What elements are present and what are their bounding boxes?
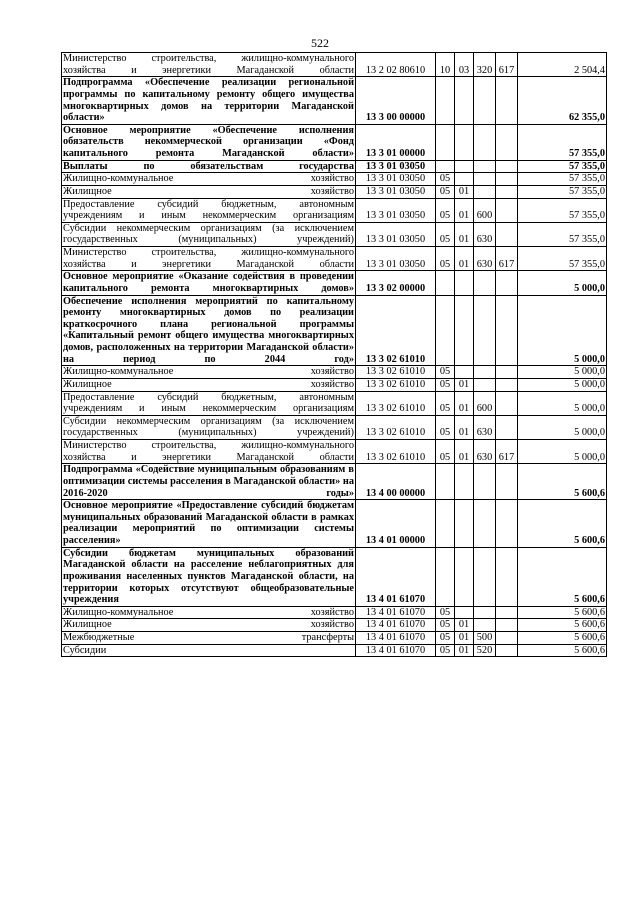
- row-section: [436, 295, 455, 366]
- row-expense-type: 520: [474, 644, 496, 657]
- table-row: [62, 173, 607, 186]
- row-administrator: 617: [496, 53, 518, 77]
- row-administrator: [496, 547, 518, 606]
- table-row: [62, 366, 607, 379]
- row-expense-type: 500: [474, 632, 496, 645]
- row-expense-type: [474, 606, 496, 619]
- row-amount: 57 355,0: [518, 173, 607, 186]
- row-administrator: [496, 160, 518, 173]
- row-code: 13 4 01 61070: [356, 619, 436, 632]
- row-expense-type: [474, 500, 496, 548]
- row-administrator: [496, 124, 518, 160]
- row-expense-type: 600: [474, 198, 496, 222]
- table-row: [62, 185, 607, 198]
- row-subsection: [455, 160, 474, 173]
- table-row: [62, 53, 607, 77]
- row-amount: 57 355,0: [518, 185, 607, 198]
- row-code: 13 3 02 61010: [356, 391, 436, 415]
- row-code: 13 3 01 03050: [356, 247, 436, 271]
- row-code: 13 4 01 61070: [356, 644, 436, 657]
- row-expense-type: [474, 295, 496, 366]
- row-name: Субсидии некоммерческим организациям (за исключением государственных (муниципальных) учреждений): [63, 222, 354, 246]
- row-amount: 5 000,0: [518, 271, 607, 295]
- row-name: Жилищно-коммунальное хозяйство: [63, 173, 354, 185]
- row-subsection: 01: [455, 378, 474, 391]
- row-name: Жилищно-коммунальное хозяйство: [63, 606, 354, 618]
- budget-table: [61, 52, 607, 657]
- table-row: [62, 632, 607, 645]
- row-code: 13 3 01 03050: [356, 198, 436, 222]
- row-expense-type: [474, 185, 496, 198]
- row-subsection: 01: [455, 440, 474, 464]
- row-administrator: [496, 222, 518, 246]
- row-administrator: [496, 606, 518, 619]
- row-amount: 57 355,0: [518, 198, 607, 222]
- table-row: [62, 271, 607, 295]
- row-subsection: [455, 606, 474, 619]
- row-code: 13 4 00 00000: [356, 464, 436, 500]
- row-section: [436, 77, 455, 125]
- page-number: 522: [311, 36, 329, 50]
- row-amount: 5 000,0: [518, 378, 607, 391]
- row-section: 05: [436, 247, 455, 271]
- row-code: 13 4 01 61070: [356, 547, 436, 606]
- table-row: [62, 247, 607, 271]
- row-amount: 57 355,0: [518, 124, 607, 160]
- row-administrator: [496, 644, 518, 657]
- row-amount: 5 000,0: [518, 391, 607, 415]
- table-row: [62, 619, 607, 632]
- row-administrator: [496, 295, 518, 366]
- table-row: [62, 464, 607, 500]
- row-amount: 5 600,6: [518, 606, 607, 619]
- row-section: 05: [436, 222, 455, 246]
- table-row: [62, 295, 607, 366]
- row-administrator: [496, 391, 518, 415]
- row-amount: 5 600,6: [518, 547, 607, 606]
- row-subsection: 03: [455, 53, 474, 77]
- row-name: Субсидии: [62, 644, 356, 657]
- row-administrator: [496, 464, 518, 500]
- row-code: 13 2 02 80610: [356, 53, 436, 77]
- row-expense-type: [474, 547, 496, 606]
- row-expense-type: 320: [474, 53, 496, 77]
- row-name: Предоставление субсидий бюджетным, автономным учреждениям и иным некоммерческим организациям: [63, 391, 354, 415]
- row-subsection: 01: [455, 185, 474, 198]
- row-name: Основное мероприятие «Обеспечение исполнения обязательств некоммерческой организации «Фонд капитального ремонта Магаданской области»: [63, 124, 354, 159]
- row-code: 13 3 00 00000: [356, 77, 436, 125]
- row-subsection: [455, 547, 474, 606]
- row-administrator: [496, 378, 518, 391]
- row-administrator: [496, 77, 518, 125]
- row-amount: 5 600,6: [518, 644, 607, 657]
- row-name: Выплаты по обязательствам государства: [63, 160, 354, 172]
- table-row: [62, 547, 607, 606]
- table-row: [62, 124, 607, 160]
- row-code: 13 3 02 61010: [356, 366, 436, 379]
- row-amount: 5 000,0: [518, 366, 607, 379]
- table-row: [62, 415, 607, 439]
- row-administrator: 617: [496, 440, 518, 464]
- row-section: 05: [436, 378, 455, 391]
- row-subsection: [455, 500, 474, 548]
- row-name: Обеспечение исполнения мероприятий по капитальному ремонту многоквартирных домов по реализации краткосрочного плана региональной программы «Капитальный ремонт общего имущества многоквартирных домов, расположенных на территории Магаданской области» на период по 2044 год»: [63, 295, 354, 365]
- row-subsection: [455, 464, 474, 500]
- row-name: Министерство строительства, жилищно-коммунального хозяйства и энергетики Магаданской области: [63, 247, 354, 270]
- row-code: 13 3 01 03050: [356, 185, 436, 198]
- row-section: [436, 160, 455, 173]
- row-subsection: [455, 124, 474, 160]
- row-expense-type: [474, 619, 496, 632]
- row-section: 05: [436, 391, 455, 415]
- row-name: Жилищное хозяйство: [63, 185, 354, 197]
- row-name: Подпрограмма «Обеспечение реализации региональной программы по капитальному ремонту общего имущества многоквартирных домов на территории Магаданской области»: [63, 77, 354, 124]
- row-section: 05: [436, 644, 455, 657]
- row-administrator: [496, 366, 518, 379]
- row-administrator: [496, 185, 518, 198]
- row-administrator: [496, 500, 518, 548]
- row-name: Жилищно-коммунальное хозяйство: [63, 366, 354, 378]
- row-code: 13 3 02 00000: [356, 271, 436, 295]
- row-code: 13 4 01 61070: [356, 606, 436, 619]
- row-subsection: 01: [455, 415, 474, 439]
- table-row: [62, 606, 607, 619]
- row-subsection: 01: [455, 222, 474, 246]
- row-subsection: [455, 271, 474, 295]
- table-row: [62, 77, 607, 125]
- row-code: 13 3 01 00000: [356, 124, 436, 160]
- row-section: 05: [436, 366, 455, 379]
- row-code: 13 4 01 00000: [356, 500, 436, 548]
- row-name: Жилищное хозяйство: [63, 378, 354, 390]
- row-name: Жилищное хозяйство: [63, 619, 354, 631]
- row-section: 05: [436, 173, 455, 186]
- row-code: 13 3 02 61010: [356, 378, 436, 391]
- row-expense-type: [474, 173, 496, 186]
- row-name: Межбюджетные трансферты: [63, 632, 354, 643]
- row-administrator: 617: [496, 247, 518, 271]
- row-section: [436, 464, 455, 500]
- row-name: Субсидии бюджетам муниципальных образований Магаданской области на расселение неблагоприятных для проживания населенных пунктов Магаданской области, на территории которых отсутствуют общеобразовательные учреждения: [63, 547, 354, 606]
- table-row: [62, 391, 607, 415]
- row-amount: 5 000,0: [518, 440, 607, 464]
- table-row: [62, 378, 607, 391]
- row-subsection: [455, 173, 474, 186]
- row-subsection: 01: [455, 632, 474, 645]
- row-section: [436, 547, 455, 606]
- row-administrator: [496, 198, 518, 222]
- row-name: Подпрограмма «Содействие муниципальным образованиям в оптимизации системы расселения в Магаданской области» на 2016-2020 годы»: [63, 464, 354, 499]
- row-section: 05: [436, 185, 455, 198]
- row-expense-type: [474, 464, 496, 500]
- row-section: [436, 271, 455, 295]
- row-administrator: [496, 173, 518, 186]
- row-subsection: 01: [455, 391, 474, 415]
- row-expense-type: [474, 124, 496, 160]
- row-amount: 57 355,0: [518, 160, 607, 173]
- row-section: [436, 124, 455, 160]
- row-expense-type: [474, 271, 496, 295]
- row-name: Министерство строительства, жилищно-коммунального хозяйства и энергетики Магаданской области: [63, 53, 354, 76]
- row-subsection: 01: [455, 644, 474, 657]
- row-expense-type: 630: [474, 415, 496, 439]
- row-expense-type: [474, 77, 496, 125]
- row-code: 13 4 01 61070: [356, 632, 436, 645]
- row-expense-type: [474, 160, 496, 173]
- row-section: [436, 500, 455, 548]
- row-subsection: 01: [455, 247, 474, 271]
- row-amount: 5 000,0: [518, 295, 607, 366]
- row-subsection: 01: [455, 619, 474, 632]
- row-amount: 57 355,0: [518, 222, 607, 246]
- row-subsection: [455, 77, 474, 125]
- row-amount: 5 600,6: [518, 464, 607, 500]
- row-administrator: [496, 271, 518, 295]
- row-expense-type: 630: [474, 247, 496, 271]
- row-amount: 5 600,6: [518, 500, 607, 548]
- row-code: 13 3 02 61010: [356, 440, 436, 464]
- row-subsection: 01: [455, 198, 474, 222]
- table-body: [62, 53, 607, 657]
- row-administrator: [496, 632, 518, 645]
- row-amount: 57 355,0: [518, 247, 607, 271]
- row-expense-type: [474, 378, 496, 391]
- table-row: [62, 440, 607, 464]
- table-row: [62, 160, 607, 173]
- row-section: 05: [436, 415, 455, 439]
- row-code: 13 3 02 61010: [356, 295, 436, 366]
- row-section: 05: [436, 619, 455, 632]
- row-section: 05: [436, 606, 455, 619]
- row-name: Основное мероприятие «Оказание содействия в проведении капитального ремонта многоквартирных домов»: [63, 271, 354, 294]
- row-code: 13 3 02 61010: [356, 415, 436, 439]
- row-administrator: [496, 415, 518, 439]
- row-expense-type: 630: [474, 222, 496, 246]
- row-section: 10: [436, 53, 455, 77]
- table-row: [62, 222, 607, 246]
- row-expense-type: 600: [474, 391, 496, 415]
- table-row: [62, 500, 607, 548]
- row-section: 05: [436, 632, 455, 645]
- row-section: 05: [436, 198, 455, 222]
- row-section: 05: [436, 440, 455, 464]
- row-subsection: [455, 295, 474, 366]
- row-name: Субсидии некоммерческим организациям (за исключением государственных (муниципальных) учреждений): [63, 415, 354, 439]
- row-expense-type: [474, 366, 496, 379]
- row-name: Основное мероприятие «Предоставление субсидий бюджетам муниципальных образований Магаданской области в рамках реализации мероприятий по оптимизации системы расселения»: [63, 500, 354, 546]
- row-amount: 2 504,4: [518, 53, 607, 77]
- row-name: Министерство строительства, жилищно-коммунального хозяйства и энергетики Магаданской области: [63, 440, 354, 463]
- row-administrator: [496, 619, 518, 632]
- row-amount: 5 000,0: [518, 415, 607, 439]
- row-amount: 5 600,6: [518, 619, 607, 632]
- row-code: 13 3 01 03050: [356, 160, 436, 173]
- row-subsection: [455, 366, 474, 379]
- table-row: [62, 644, 607, 657]
- row-expense-type: 630: [474, 440, 496, 464]
- table-row: [62, 198, 607, 222]
- row-code: 13 3 01 03050: [356, 173, 436, 186]
- row-code: 13 3 01 03050: [356, 222, 436, 246]
- row-amount: 5 600,6: [518, 632, 607, 645]
- row-amount: 62 355,0: [518, 77, 607, 125]
- row-name: Предоставление субсидий бюджетным, автономным учреждениям и иным некоммерческим организациям: [63, 198, 354, 222]
